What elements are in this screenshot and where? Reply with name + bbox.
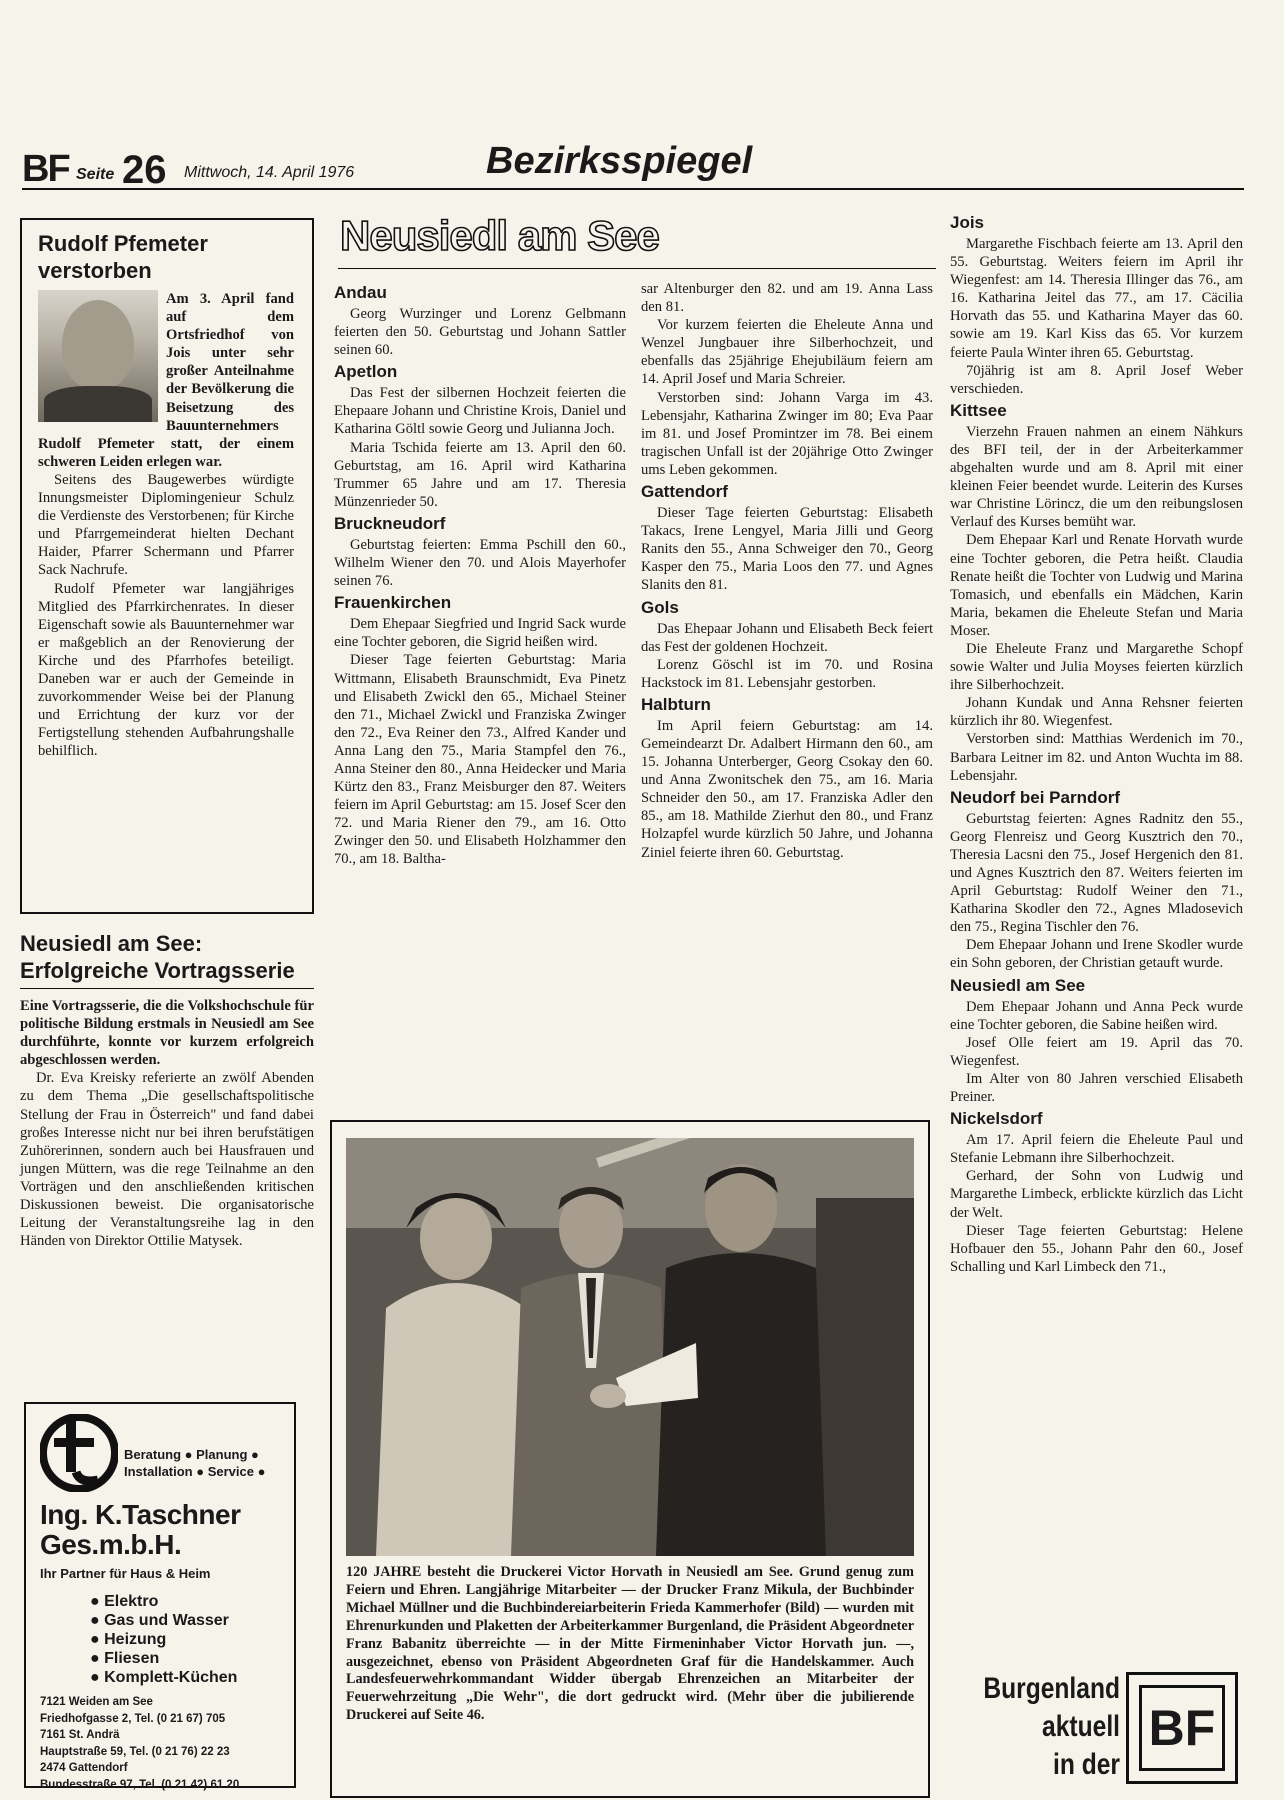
- newspaper-logo: BF: [22, 148, 69, 190]
- bf-advertisement: [950, 1664, 1242, 1788]
- news-paragraph: Dieser Tage feierten Geburtstag: Maria Wittmann, Elisabeth Braunschmidt, Eva Pinetz und Elisabeth Zwickl den 65., Michael Steiner den 71., Michael Zwickl und Franziska Zwinger den 72., Eva Reiner den 73., Alfred Kander und Anna Lang den 75., Maria Stampfel den 76., Anna Steiner den 80., Anna Heidecker und Maria Kürtz den 83., Franz Meisburger den 87. Weiters feiern im April Geburtstag: am 15. Josef Scer den 72. und Maria Riener den 79., am 16. Otto Zwinger den 50. und Elisabeth Holzhammer den 70., am 18. Baltha-: [334, 652, 626, 868]
- bullet-icon: ●: [90, 1631, 105, 1648]
- ad-line: aktuell: [1042, 1710, 1120, 1743]
- obituary-paragraph: Seitens des Baugewerbes würdigte Innungsmeister Diplomingenieur Schulz die Verdienste des Verstorbenen; für Kirche und Pfarrgemeinderat hielten Dechant Haider, Pfarrer Schermann und Pfarrer Sack Nachrufe.: [38, 471, 294, 579]
- news-paragraph: Im April feiern Geburtstag: am 14. Gemeindearzt Dr. Adalbert Hirmann den 60., am 15. Johanna Unterberger, Georg Csokay den 60. und Anna Zwonitschek den 75., am 16. Maria Schneider den 50., am 17. Franziska Adler den 85., am 18. Mathilde Zierhut den 80., und Franz Holzapfel wurde kürzlich 50 Jahre, und Johanna Ziniel feierte ihren 60. Geburtstag.: [641, 717, 933, 861]
- news-paragraph: Dem Ehepaar Karl und Renate Horvath wurde eine Tochter geboren, die Petra heißt. Claudia Renate heißt die Tochter von Ludwig und Marina Tomasich, und ebenfalls ein Mädchen, Karin Maria, bekamen die Eheleute Stefan und Maria Moser.: [950, 532, 1243, 639]
- portrait-photo: [38, 290, 158, 422]
- news-paragraph: Dem Ehepaar Siegfried und Ingrid Sack wurde eine Tochter geboren, die Sigrid heißen wird.: [334, 616, 626, 651]
- photo-caption: 120 JAHRE besteht die Druckerei Victor Horvath in Neusiedl am See. Grund genug zum Feiern und Ehren. Langjährige Mitarbeiter — der Drucker Franz Mikula, der Buchbinder Michael Müllner und die Buchbindereiarbeiterin Frieda Kammerhofer (Bild) — wurden mit Ehrenurkunden und Plaketten der Arbeiterkammer Burgenland, die Präsident Abgeordneter Franz Babanitz überreichte — in der Mitte Firmeninhaber Victor Horvath jun. —, ausgezeichnet, ebenso von Präsident Abgeordneten Graf für die Handelskammer. Auch Landesfeuerwehrkommandant Widder übergab Ehrenzeichen an Mitarbeiter der Feuerwehrzeitung „Die Wehr", die dort gedruckt wird. (Mehr über die jubilierende Druckerei auf Seite 46.: [346, 1564, 914, 1724]
- vortrag-lead: Eine Vortragsserie, die die Volkshochschule für politische Bildung erstmals in Neusiedl am See durchführte, konnte vor kurzem erfolgreich abgeschlossen werden.: [20, 998, 314, 1069]
- service-item: ● Gas und Wasser: [90, 1612, 229, 1629]
- news-column-4: [950, 210, 1243, 1276]
- bullet-icon: ●: [90, 1669, 105, 1686]
- obituary-lead: Am 3. April fand auf dem Ortsfriedhof von Jois unter sehr großer Anteilnahme der Bevölkerung die Beisetzung des Bauunternehmers Rudolf Pfemeter statt, der einem schweren Leiden erlegen war.: [38, 291, 294, 470]
- obituary-box: [20, 218, 314, 914]
- news-paragraph: Dem Ehepaar Johann und Anna Peck wurde eine Tochter geboren, die Sabine heißen wird.: [950, 998, 1243, 1033]
- news-paragraph: Georg Wurzinger und Lorenz Gelbmann feierten den 50. Geburtstag und Johann Sattler seinen 60.: [334, 306, 626, 359]
- page-header: [22, 140, 1244, 190]
- service-list: [90, 1592, 237, 1687]
- news-paragraph: Dem Ehepaar Johann und Irene Skodler wurde ein Sohn geboren, der Christian getauft wurde.: [950, 937, 1243, 972]
- ad-tagline: Beratung ● Planung ●: [124, 1447, 259, 1462]
- obituary-title: Rudolf Pfemeter verstorben: [38, 231, 208, 283]
- news-paragraph: Lorenz Göschl ist im 70. und Rosina Hackstock im 81. Lebensjahr gestorben.: [641, 656, 933, 691]
- obituary-paragraph: Rudolf Pfemeter war langjähriges Mitglied des Pfarrkirchenrates. In dieser Eigenschaft sowie als Bauunternehmer war er maßgeblich an der Renovierung der Kirche und des Pfarrhofes beteiligt. Daneben war er auch der Gemeinde in zuvorkommender Weise bei der Planung und Errichtung der kurz vor der Fertigstellung stehenden Aufbahrungshalle behilflich.: [38, 580, 294, 760]
- page-number: 26: [122, 148, 167, 192]
- news-paragraph: Geburtstag feierten: Emma Pschill den 60., Wilhelm Wiener den 70. und Alois Mayerhofer seinen 76.: [334, 536, 626, 590]
- news-paragraph: sar Altenburger den 82. und am 19. Anna Lass den 81.: [641, 281, 933, 316]
- taschner-advertisement: [24, 1402, 296, 1791]
- town-heading: Halbturn: [641, 694, 711, 714]
- news-paragraph: Das Fest der silbernen Hochzeit feierten die Ehepaare Johann und Christine Krois, Daniel und Katharina Göltl sowie Georg und Julianna Joch.: [334, 385, 626, 438]
- neusiedl-title: Neusiedl am See: [340, 212, 659, 259]
- news-paragraph: Im Alter von 80 Jahren verschied Elisabeth Preiner.: [950, 1070, 1243, 1106]
- news-paragraph: Gerhard, der Sohn von Ludwig und Margarethe Limbeck, erblickte kürzlich das Licht der Welt.: [950, 1168, 1243, 1221]
- service-item: ● Heizung: [90, 1631, 167, 1648]
- company-name: Ing. K.Taschner: [40, 1499, 241, 1530]
- ad-line: Burgenland: [983, 1672, 1120, 1705]
- address-line: Bundesstraße 97, Tel. (0 21 42) 61 20: [40, 1778, 240, 1791]
- news-paragraph: Margarethe Fischbach feierte am 13. April den 55. Geburtstag. Weiters feiern im April ihr Wiegenfest: am 14. Theresia Illinger das 76., am 16. Katharina Jeitel das 77., am 17. Cäcilia Horvath das 55. und Katharina Mayer das 60. sowie am 19. Karl Kiss das 65. Vor kurzem feierte Paula Winter ihren 65. Geburtstag.: [950, 236, 1243, 361]
- news-column-3: [641, 280, 933, 862]
- service-item: ● Elektro: [90, 1593, 159, 1610]
- town-heading: Gattendorf: [641, 482, 728, 502]
- vortrag-article: [20, 930, 314, 1250]
- town-heading: Bruckneudorf: [334, 513, 446, 533]
- town-heading: Frauenkirchen: [334, 593, 452, 613]
- news-paragraph: Die Eheleute Franz und Margarethe Schopf sowie Walter und Julia Moyses feierten kürzlich ihre Silberhochzeit.: [950, 640, 1243, 694]
- page-label: Seite: [76, 166, 115, 183]
- news-paragraph: Verstorben sind: Matthias Werdenich im 70., Barbara Leitner im 82. und Anton Wuchta im 88. Lebensjahr.: [950, 731, 1243, 784]
- vortrag-paragraph: Dr. Eva Kreisky referierte an zwölf Abenden zu dem Thema „Die gesellschaftspolitische Stellung der Frau in Österreich" und fand dabei großes Interesse nicht nur bei ihren berufstätigen Zuhörerinnen, sondern auch bei Hausfrauen und jungen Müttern, was die rege Teilnahme an den Vorträgen und den anschließenden kritischen Diskussionen beweist. Die organisatorische Leitung der Veranstaltungsreihe lag in den Händen von Direktor Ottilie Matysek.: [20, 1070, 314, 1250]
- ad-line: in der: [1053, 1748, 1120, 1781]
- news-paragraph: Vierzehn Frauen nahmen an einem Nähkurs des BFI teil, der in der Arbeiterkammer abgehalten wurde und am 8. April mit einer kleinen Feier beendet wurde. Leiterin des Kurses war Christine Lörincz, die um den reibungslosen Verlauf des Kurses bemüht war.: [950, 423, 1243, 531]
- address-line: 7161 St. Andrä: [40, 1729, 120, 1741]
- section-title: Bezirksspiegel: [486, 140, 753, 182]
- vortrag-title: Neusiedl am See: Erfolgreiche Vortragsserie: [20, 930, 314, 989]
- ad-tagline: Installation ● Service ●: [124, 1464, 266, 1479]
- news-paragraph: Das Ehepaar Johann und Elisabeth Beck feiert das Fest der goldenen Hochzeit.: [641, 620, 933, 655]
- neusiedl-banner: [338, 210, 936, 269]
- news-paragraph: Maria Tschida feierte am 13. April den 60. Geburtstag, am 16. April wird Katharina Trummer 65 Jahre und am 17. Theresia Münzenrieder 50.: [334, 439, 626, 510]
- news-paragraph: Vor kurzem feierten die Eheleute Anna und Wenzel Jungbauer ihre Silberhochzeit, und ebenfalls das 25jährige Ehejubiläum feiern am 14. April Josef und Maria Schreier.: [641, 317, 933, 388]
- town-heading: Jois: [950, 213, 985, 232]
- bullet-icon: ●: [90, 1650, 105, 1667]
- town-heading: Andau: [334, 283, 387, 302]
- photo-feature: [330, 1120, 930, 1798]
- news-paragraph: Verstorben sind: Johann Varga im 43. Lebensjahr, Katharina Zwinger im 80; Eva Paar im 81. und Josef Promintzer im 78. Bei einem tragischen Unfall ist der 20jährige Otto Zwinger ums Leben gekommen.: [641, 389, 933, 478]
- bf-logo: [1126, 1672, 1238, 1784]
- address-line: 2474 Gattendorf: [40, 1762, 128, 1774]
- town-heading: Nickelsdorf: [950, 1109, 1043, 1129]
- news-paragraph: 70jährig ist am 8. April Josef Weber verschieden.: [950, 362, 1243, 397]
- news-paragraph: Johann Kundak und Anna Rehsner feierten kürzlich ihr 80. Wiegenfest.: [950, 695, 1243, 730]
- ad-slogan: Ihr Partner für Haus & Heim: [40, 1566, 211, 1581]
- news-column-2: [334, 280, 626, 869]
- address-line: 7121 Weiden am See: [40, 1696, 153, 1708]
- news-paragraph: Dieser Tage feierten Geburtstag: Helene Hofbauer den 55., Johann Pahr den 60., Josef Schalling und Karl Limbeck den 71.,: [950, 1222, 1243, 1275]
- bullet-icon: ●: [90, 1593, 105, 1610]
- bullet-icon: ●: [90, 1612, 105, 1629]
- news-paragraph: Dieser Tage feierten Geburtstag: Elisabeth Takacs, Irene Lengyel, Maria Jilli und Georg Ranits den 55., Anna Schweiger den 70., Georg Kasper den 75., Maria Loos den 77. und Agnes Slanits den 81.: [641, 505, 933, 594]
- address-line: Friedhofgasse 2, Tel. (0 21 67) 705: [40, 1712, 226, 1725]
- news-paragraph: Josef Olle feiert am 19. April das 70. Wiegenfest.: [950, 1034, 1243, 1069]
- company-form: Ges.m.b.H.: [40, 1529, 182, 1560]
- news-paragraph: Geburtstag feierten: Agnes Radnitz den 55., Georg Flenreisz und Georg Kusztrich den 70., Theresia Lacsni den 75., Josef Hergenich den 81. und Agnes Kusztrich den 87. Weiters feierten im April Geburtstag: Rudolf Weiner den 71., Katharina Skodler den 72., Agnes Mladosevich den 75., Regina Tischler den 76.: [950, 810, 1243, 936]
- service-item: ● Fliesen: [90, 1650, 160, 1667]
- town-heading: Neusiedl am See: [950, 975, 1086, 995]
- news-paragraph: Am 17. April feiern die Eheleute Paul und Stefanie Lebmann ihre Silberhochzeit.: [950, 1132, 1243, 1167]
- service-item: ● Komplett-Küchen: [90, 1669, 238, 1686]
- address-line: Hauptstraße 59, Tel. (0 21 76) 22 23: [40, 1745, 230, 1758]
- taschner-logo-icon: [40, 1414, 118, 1492]
- bf-logo-text: BF: [1139, 1685, 1225, 1771]
- town-heading: Gols: [641, 597, 679, 617]
- town-heading: Kittsee: [950, 400, 1007, 420]
- address-list: [40, 1694, 239, 1793]
- issue-date: Mittwoch, 14. April 1976: [184, 164, 355, 181]
- town-heading: Neudorf bei Parndorf: [950, 787, 1121, 807]
- town-heading: Apetlon: [334, 362, 398, 382]
- ceremony-photo: [346, 1138, 914, 1556]
